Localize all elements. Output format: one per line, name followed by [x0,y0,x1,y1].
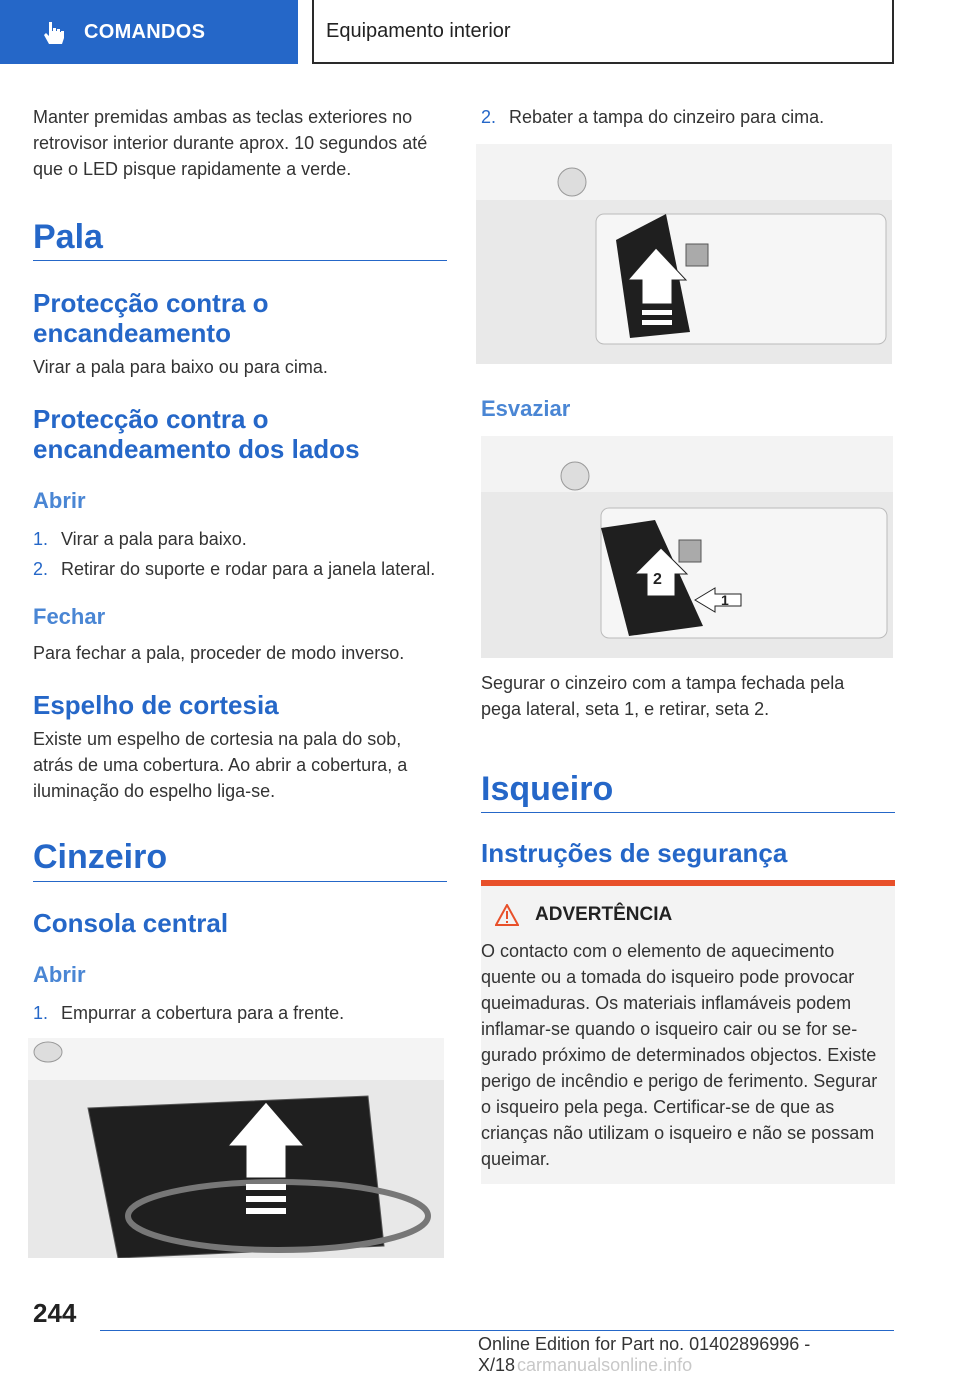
figure-ashtray-cover [28,1038,444,1258]
step-list [33,526,453,582]
heading-mirror: Espelho de cortesia [33,690,279,720]
heading-safety: Instruções de segurança [481,838,788,868]
close-text: Para fechar a pala, proceder de modo inverso. [33,643,405,663]
warning-icon [495,904,519,926]
watermark: carmanualsonline.info [517,1355,693,1375]
edition-text: Online Edition for Part no. 01402896996 - X/18 carmanualsonline.info [478,1334,811,1375]
heading-close: Fechar [33,604,106,629]
heading-rule [33,260,447,261]
list-item: 1. Virar a pala para baixo. [33,529,247,549]
chapter-tab [0,0,298,64]
warning-title: ADVERTÊNCIA [535,904,673,925]
figure-ashtray-empty [481,436,893,658]
heading-rule [481,812,895,813]
arrow-1-label: 1 [721,592,729,608]
glare-text: Virar a pala para baixo ou para cima. [33,357,328,377]
arrow-2-label: 2 [653,571,662,588]
heading-open: Abrir [33,488,86,513]
heading-isqueiro: Isqueiro [481,770,614,808]
chapter-label: COMANDOS [84,20,206,43]
list-item: 2. Retirar do suporte e rodar para a janela lateral. [33,559,436,579]
heading-empty: Esvaziar [481,396,571,421]
section-title: Equipamento interior [312,0,894,64]
empty-text: Segurar o cinzeiro com a tampa fechada pela pega lateral, seta 1, e retirar, seta 2. [481,673,845,719]
figure-ashtray-lid [476,144,892,364]
heading-open: Abrir [33,962,86,987]
hand-pointer-icon [40,19,66,45]
heading-glare-protection: Protecção contra o encandeamento [33,288,269,348]
page-number: 244 [33,1298,77,1328]
list-item: 2. Rebater a tampa do cinzeiro para cima. [481,107,825,127]
list-item: 1. Empurrar a cobertura para a frente. [33,1003,345,1023]
heading-cinzeiro: Cinzeiro [33,838,168,876]
heading-console: Consola central [33,908,229,938]
intro-paragraph: Manter premidas ambas as teclas exteriores no retrovisor interior durante aprox. 10 segundos até que o LED pisque rapidamente a verde. [33,107,428,179]
heading-rule [33,881,447,882]
footer-rule [100,1330,894,1331]
mirror-text: Existe um espelho de cortesia na pala do sob, atrás de uma cobertura. Ao abrir a cobertura, a iluminação do espelho liga-se. [33,729,408,801]
warning-box [481,886,895,1184]
warning-text: O contacto com o elemento de aquecimento quente ou a tomada do isqueiro pode provocar queimaduras. Os materiais inflamáveis podem inflamar-se quando o isqueiro cair ou se for segurado próximo de determinados objectos. Existe perigo de incêndio e perigo de ferimento. Segurar o isqueiro pela pega. Certificar-se de que as crianças não utilizam o isqueiro e não se possam queimar. [481,941,878,1169]
heading-side-glare: Protecção contra o encandeamento dos lados [33,404,360,464]
heading-pala: Pala [33,218,103,256]
